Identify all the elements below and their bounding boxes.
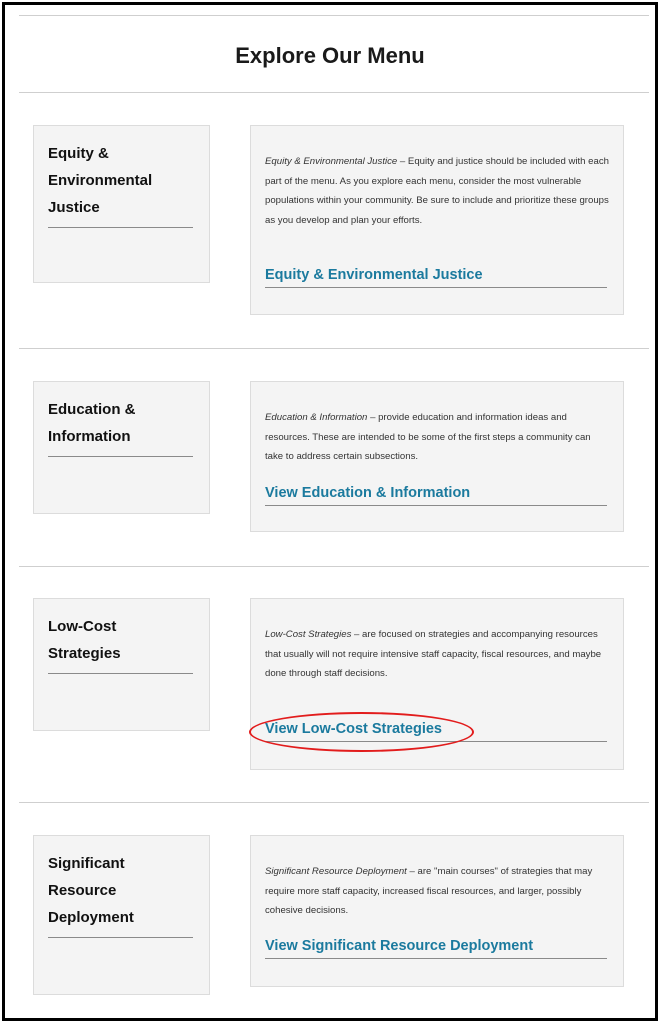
link-row [265, 266, 607, 288]
section-description [265, 625, 610, 684]
divider [19, 92, 649, 93]
link-row [265, 937, 607, 959]
section-detail-education [250, 381, 624, 532]
section-detail-low-cost [250, 598, 624, 770]
link-row [265, 720, 607, 742]
section-heading: Education & Information [48, 396, 193, 457]
section-detail-significant [250, 835, 624, 987]
description-text: – provide education and information ideas and resources. These are intended to be some of the first steps a community can take to address certain subsections. [265, 412, 591, 462]
description-lead: Education & Information [265, 412, 368, 423]
description-lead: Significant Resource Deployment [265, 866, 407, 877]
description-text: – Equity and justice should be included with each part of the menu. As you explore each menu, consider the most vulnerable populations within your community. Be sure to include and prioritize these groups as you develop and plan your efforts. [265, 156, 609, 226]
equity-environmental-justice-link[interactable]: Equity & Environmental Justice [265, 267, 483, 283]
section-heading: Significant Resource Deployment [48, 850, 193, 938]
section-card-equity [33, 125, 210, 283]
view-significant-resource-deployment-link[interactable]: View Significant Resource Deployment [265, 938, 534, 954]
section-card-significant [33, 835, 210, 995]
section-card-education [33, 381, 210, 514]
view-education-information-link[interactable]: View Education & Information [265, 485, 471, 501]
menu-frame [2, 2, 658, 1021]
section-description [265, 862, 610, 921]
section-heading: Low-Cost Strategies [48, 613, 193, 674]
divider [19, 348, 649, 349]
link-row [265, 484, 607, 506]
description-text: – are "main courses" of strategies that may require more staff capacity, increased fiscal resources, and larger, possibly cohesive decisions. [265, 866, 593, 916]
description-lead: Low-Cost Strategies [265, 629, 352, 640]
description-text: – are focused on strategies and accompanying resources that usually will not require intensive staff capacity, fiscal resources, and maybe done through staff decisions. [265, 629, 602, 679]
view-low-cost-strategies-link[interactable]: View Low-Cost Strategies [265, 721, 442, 737]
section-heading: Equity & Environmental Justice [48, 140, 193, 228]
page-title: Explore Our Menu [235, 43, 425, 68]
section-description [265, 408, 610, 467]
section-detail-equity [250, 125, 624, 315]
divider [19, 802, 649, 803]
section-description [265, 152, 610, 230]
divider [19, 15, 649, 16]
description-lead: Equity & Environmental Justice [265, 156, 398, 167]
divider [19, 566, 649, 567]
section-card-low-cost [33, 598, 210, 731]
